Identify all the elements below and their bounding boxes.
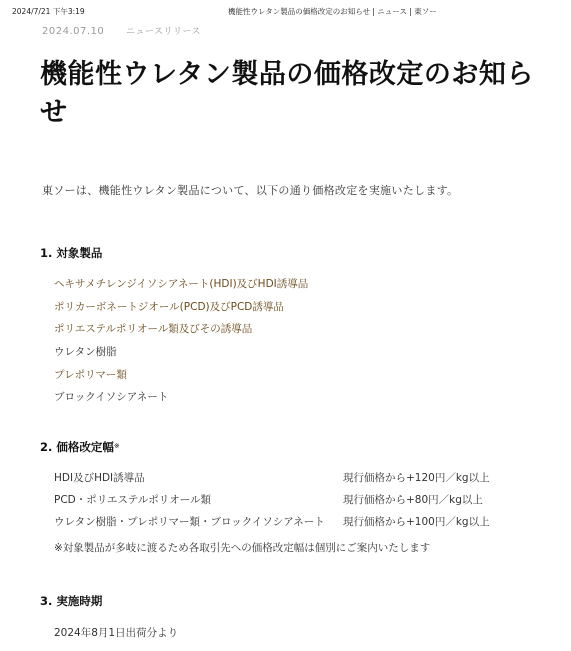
- price-row-name: PCD・ポリエステルポリオール類: [54, 494, 211, 506]
- article-meta: [42, 24, 201, 37]
- price-row-name: ウレタン樹脂・プレポリマー類・ブロックイソシアネート: [54, 516, 325, 528]
- price-row: [54, 470, 524, 492]
- section-heading-products: [40, 245, 102, 261]
- product-link-hdi[interactable]: ヘキサメチレンジイソシアネート(HDI)及びHDI誘導品: [54, 278, 309, 290]
- price-note: ※対象製品が多岐に渡るため各取引先への価格改定幅は個別にご案内いたします: [54, 542, 431, 554]
- timing-text: 2024年8月1日出荷分より: [54, 627, 179, 639]
- section-heading-timing-text: 3. 実施時期: [40, 594, 103, 608]
- price-row: [54, 492, 524, 514]
- print-datetime: 2024/7/21 下午3:19: [12, 7, 85, 16]
- product-link-prepolymer[interactable]: プレポリマー類: [54, 368, 127, 381]
- price-row-name: HDI及びHDI誘導品: [54, 472, 145, 484]
- intro-text: 東ソーは、機能性ウレタン製品について、以下の通り価格改定を実施いたします。: [42, 184, 459, 197]
- section-heading-products-text: 1. 対象製品: [40, 246, 103, 260]
- article-date: 2024.07.10: [42, 26, 105, 37]
- article-category[interactable]: ニュースリリース: [125, 27, 202, 37]
- product-list: [54, 276, 308, 412]
- section-heading-timing: [40, 593, 102, 609]
- price-row: [54, 514, 524, 536]
- price-row-value: 現行価格から+80円／kg以上: [343, 494, 483, 506]
- product-item-urethane-resin: ウレタン樹脂: [54, 346, 117, 359]
- price-row-value: 現行価格から+100円／kg以上: [343, 516, 490, 528]
- print-page-title: 機能性ウレタン製品の価格改定のお知らせ | ニュース | 東ソー: [228, 7, 437, 16]
- product-link-pcd[interactable]: ポリカーボネートジオール(PCD)及びPCD誘導品: [54, 300, 284, 313]
- section-heading-price-mark: ※: [113, 442, 120, 450]
- price-table: [54, 470, 524, 536]
- product-item-blocked-isocyanate: ブロックイソシアネート: [54, 391, 169, 404]
- price-row-value: 現行価格から+120円／kg以上: [343, 472, 490, 484]
- product-link-polyester-polyol[interactable]: ポリエステルポリオール類及びその誘導品: [54, 323, 253, 336]
- print-header: [0, 6, 571, 20]
- section-heading-price-text: 2. 価格改定幅: [40, 440, 114, 454]
- page-title: 機能性ウレタン製品の価格改定のお知らせ: [40, 59, 534, 128]
- section-heading-price: [40, 439, 120, 455]
